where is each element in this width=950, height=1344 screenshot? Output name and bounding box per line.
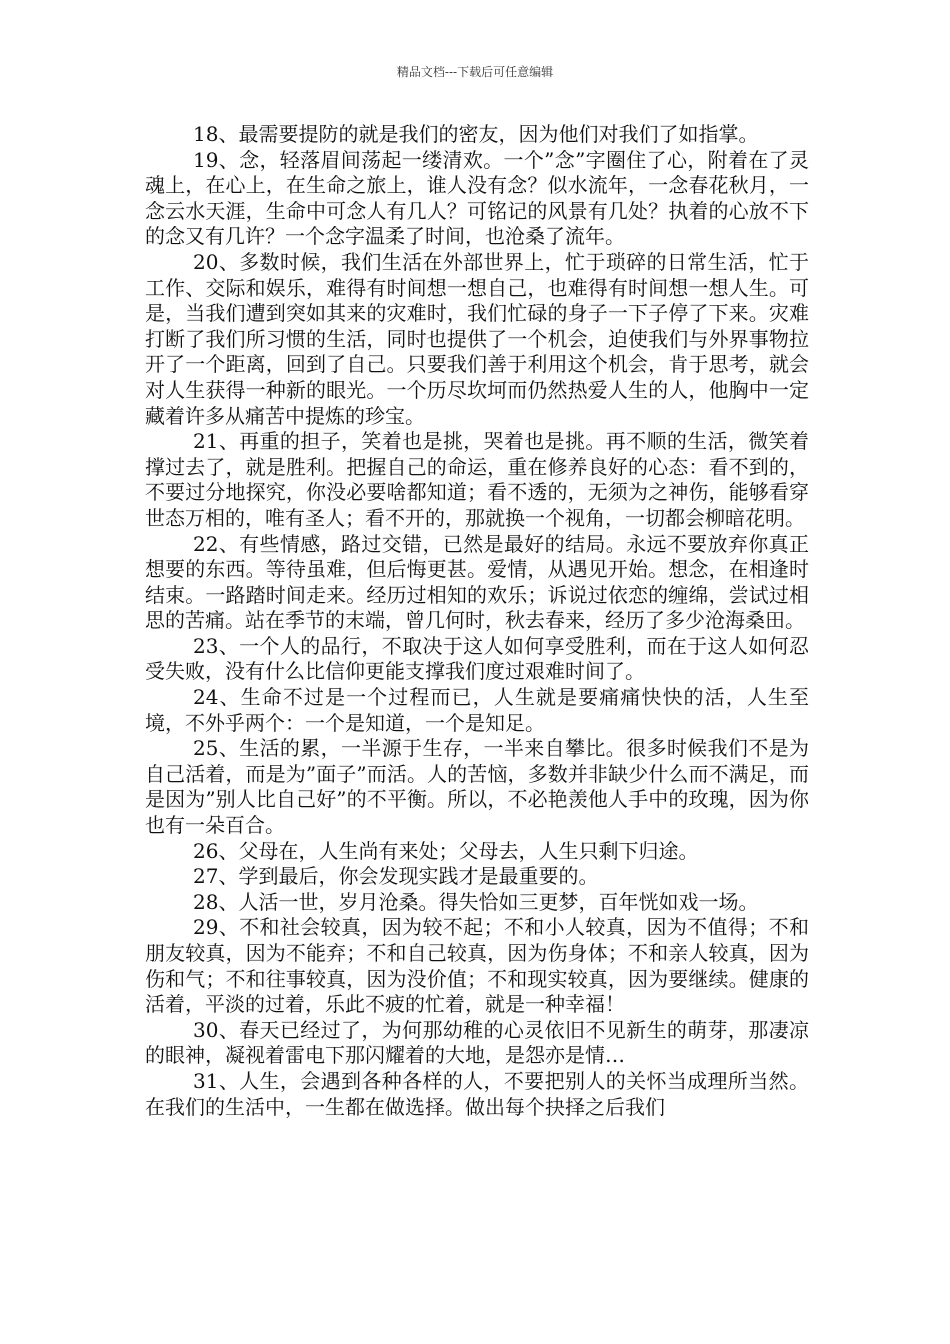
paragraph-21: 21、再重的担子，笑着也是挑，哭着也是挑。再不顺的生活，微笑着撑过去了，就是胜利。把握自己的命运，重在修养良好的心态：看不到的，不要过分地探究，你没必要啥都知道；看不透的，无须为之神伤，能够看穿世态万相的，唯有圣人；看不开的，那就换一个视角，一切都会柳暗花明。 [145,429,809,530]
paragraph-27: 27、学到最后，你会发现实践才是最重要的。 [193,864,599,889]
paragraph-25: 25、生活的累，一半源于生存，一半来自攀比。很多时候我们不是为自己活着，而是为”面子”而活。人的苦恼，多数并非缺少什么而不满足，而是因为”别人比自己好”的不平衡。所以，不必艳羡他人手中的玫瑰，因为你也有一朵百合。 [145,736,809,838]
page-header: 精品文档---下载后可任意编辑 [396,65,554,79]
paragraph-29: 29、不和社会较真，因为较不起；不和小人较真，因为不值得；不和朋友较真，因为不能弃；不和自己较真，因为伤身体；不和亲人较真，因为伤和气；不和往事较真，因为没价值；不和现实较真，因为要继续。健康的活着，平淡的过着，乐此不疲的忙着，就是一种幸福！ [145,915,809,1017]
document-body [145,122,809,1120]
paragraph-26: 26、父母在，人生尚有来处；父母去，人生只剩下归途。 [193,838,699,863]
paragraph-20: 20、多数时候，我们生活在外部世界上，忙于琐碎的日常生活，忙于工作、交际和娱乐，难得有时间想一想自己，也难得有时间想一想人生。可是，当我们遭到突如其来的灾难时，我们忙碌的身子一下子停了下来。灾难打断了我们所习惯的生活，同时也提供了一个机会，迫使我们与外界事物拉开了一个距离，回到了自己。只要我们善于利用这个机会，肯于思考，就会对人生获得一种新的眼光。一个历尽坎坷而仍然热爱人生的人，他胸中一定藏着许多从痛苦中提炼的珍宝。 [145,249,809,428]
paragraph-19: 19、念，轻落眉间荡起一缕清欢。一个”念”字圈住了心，附着在了灵魂上，在心上，在生命之旅上，谁人没有念？似水流年，一念春花秋月，一念云水天涯，生命中可念人有几人？可铭记的风景有几处？执着的心放不下的念又有几许？一个念字温柔了时间，也沧桑了流年。 [145,147,809,249]
paragraph-30: 30、春天已经过了，为何那幼稚的心灵依旧不见新生的萌芽，那凄凉的眼神，凝视着雷电下那闪耀着的大地，是怨亦是情… [145,1017,809,1068]
paragraph-24: 24、生命不过是一个过程而已，人生就是要痛痛快快的活，人生至境，不外乎两个：一个是知道，一个是知足。 [145,685,809,735]
paragraph-18: 18、最需要提防的就是我们的密友，因为他们对我们了如指掌。 [193,122,759,146]
paragraph-31: 31、人生，会遇到各种各样的人，不要把别人的关怀当成理所当然。在我们的生活中，一生都在做选择。做出每个抉择之后我们 [145,1068,809,1119]
paragraph-28: 28、人活一世，岁月沧桑。得失恰如三更梦，百年恍如戏一场。 [193,889,759,914]
paragraph-23: 23、一个人的品行，不取决于这人如何享受胜利，而在于这人如何忍受失败，没有什么比信仰更能支撑我们度过艰难时间了。 [145,633,809,684]
paragraph-22: 22、有些情感，路过交错，已然是最好的结局。永远不要放弃你真正想要的东西。等待虽难，但后悔更甚。爱情，从遇见开始。想念，在相逢时结束。一路踏时间走来。经历过相知的欢乐；诉说过依恋的缠绵，尝试过相思的苦痛。站在季节的末端，曾几何时，秋去春来，经历了多少沧海桑田。 [145,531,809,633]
